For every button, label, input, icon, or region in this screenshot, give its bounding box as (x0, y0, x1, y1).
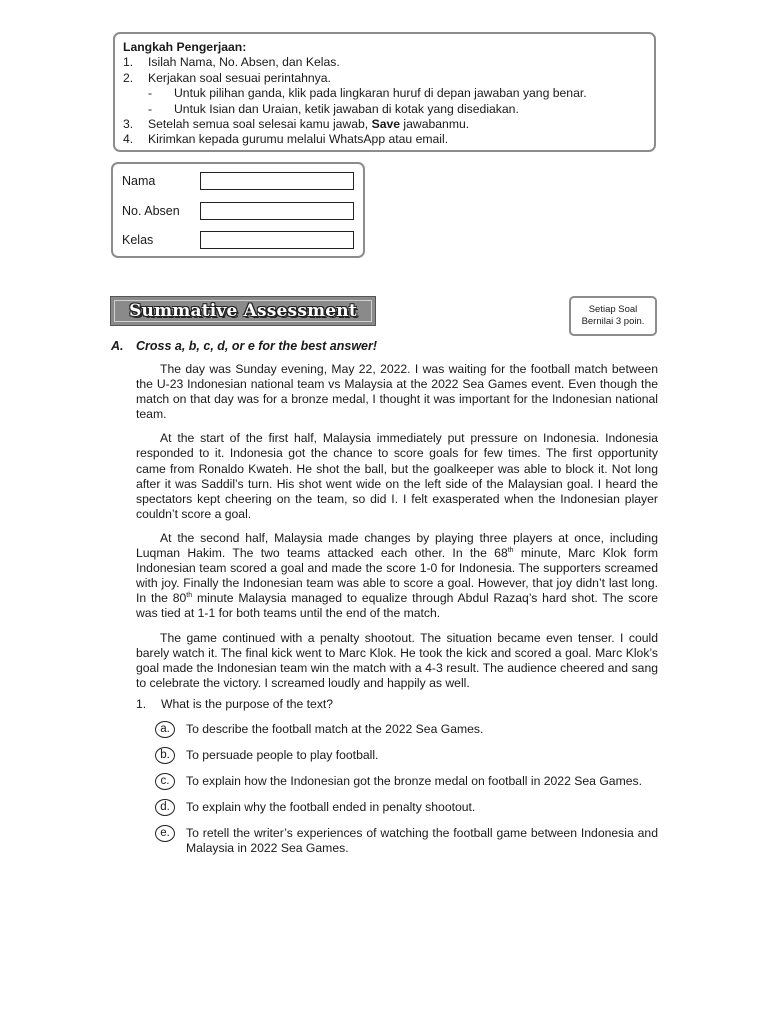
passage-paragraph-1: The day was Sunday evening, May 22, 2022. I was waiting for the football match between the U-23 Indonesian national team vs Malaysia at the 2022 Sea Games event. Even though the match on that day was for a bronze medal, I thought it was important for the Indonesian national team. (136, 362, 658, 422)
option-c-text: To explain how the Indonesian got the bronze medal on football in 2022 Sea Games. (186, 774, 642, 789)
option-a (136, 722, 658, 738)
absen-field[interactable] (200, 202, 354, 220)
substep-text: Untuk Isian dan Uraian, ketik jawaban di kotak yang disediakan. (174, 101, 519, 116)
section-letter: A. (111, 339, 124, 353)
question-text: What is the purpose of the text? (161, 697, 334, 711)
passage-paragraph-4: The game continued with a penalty shootout. The situation became even tenser. I could barely watch it. The final kick went to Marc Klok. He took the kick and scored a goal. Marc Klok’s goal made the Indonesian team win the match with a 4-3 result. The audience cheered and sang to celebrate the victory. I screamed loudly and happily as well. (136, 630, 658, 690)
identity-box (111, 162, 365, 258)
class-field[interactable] (200, 231, 354, 249)
ordinal-suffix: th (507, 546, 514, 554)
paragraph-3-part-c: minute Malaysia managed to equalize through Abdul Razaq’s hard shot. The score was tied at 1-1 for both teams until the end of the match. (136, 591, 658, 621)
option-c-circle[interactable]: c. (155, 773, 175, 790)
question-number: 1. (136, 697, 147, 711)
option-d (136, 800, 658, 816)
class-label: Kelas (122, 233, 154, 247)
step-text: Kirimkan kepada gurumu melalui WhatsApp atau email. (148, 132, 449, 147)
question-1-prompt (136, 697, 658, 712)
instruction-substep-2 (123, 102, 644, 117)
option-e (136, 826, 658, 856)
option-a-text: To describe the football match at the 2022 Sea Games. (186, 722, 484, 737)
passage-paragraph-2: At the start of the first half, Malaysia immediately put pressure on Indonesia. Indonesia responded to it. Indonesia got the chance to score goals for few times. The first opportunity came from Ronaldo Kwateh. He shot the ball, but the goalkeeper was able to block it. Not long after it was Saddil’s turn. His shot went wide on the left side of the Malaysian goal. I heard the spectators kept cheering on the team, so did I. I felt exasperated when the Indonesian player couldn’t score a goal. (136, 431, 658, 521)
absen-label: No. Absen (122, 204, 180, 218)
substep-dash: - (148, 101, 153, 116)
section-title (111, 339, 377, 353)
option-d-circle[interactable]: d. (155, 799, 175, 816)
absen-row (122, 202, 354, 220)
option-b-text: To persuade people to play football. (186, 748, 379, 763)
points-line-2: Bernilai 3 poin. (581, 316, 645, 327)
instruction-step-2 (123, 71, 644, 86)
paragraph-3-part-b: minute, Marc Klok form Indonesian team scored a goal and made the score 1-0 for Indonesia. The supporters screamed with joy. Finally the Indonesian team was able to score a goal. However, that joy didn’t last long. In the 80 (136, 546, 658, 606)
option-c (136, 774, 658, 790)
question-1 (136, 697, 658, 856)
step-text-after: jawabanmu. (400, 117, 470, 132)
paragraph-3-part-a: At the second half, Malaysia made changes by playing three players at once, including Luqman Hakim. The two teams attacked each other. In the 68 (136, 530, 658, 561)
step-text: Isilah Nama, No. Absen, dan Kelas. (148, 55, 340, 70)
passage-paragraph-3 (136, 531, 658, 622)
section-instruction: Cross a, b, c, d, or e for the best answer! (136, 339, 378, 353)
summative-banner (110, 296, 376, 326)
option-b (136, 748, 658, 764)
instruction-step-4 (123, 132, 644, 147)
option-b-circle[interactable]: b. (155, 747, 175, 764)
option-a-circle[interactable]: a. (155, 721, 175, 738)
step-text-bold: Save (371, 117, 401, 132)
name-row (122, 172, 354, 190)
instruction-step-1 (123, 55, 644, 70)
option-e-text: To retell the writer’s experiences of watching the football game between Indonesia and Malaysia in 2022 Sea Games. (186, 826, 658, 856)
banner-title: Summative Assessment (129, 301, 357, 321)
step-number: 1. (123, 55, 134, 70)
step-text: Kerjakan soal sesuai perintahnya. (148, 70, 331, 85)
instructions-box (113, 32, 656, 152)
points-box (569, 296, 657, 336)
step-number: 3. (123, 117, 134, 132)
option-e-circle[interactable]: e. (155, 825, 175, 842)
reading-passage (136, 362, 658, 700)
step-number: 2. (123, 70, 134, 85)
ordinal-suffix: th (186, 592, 193, 600)
substep-text: Untuk pilihan ganda, klik pada lingkaran huruf di depan jawaban yang benar. (174, 86, 587, 101)
points-line-1: Setiap Soal (588, 304, 638, 315)
step-text-before: Setelah semua soal selesai kamu jawab, (148, 117, 372, 132)
name-field[interactable] (200, 172, 354, 190)
substep-dash: - (148, 86, 153, 101)
step-number: 4. (123, 132, 134, 147)
instructions-title: Langkah Pengerjaan: (123, 40, 247, 54)
class-row (122, 231, 354, 249)
step-text (148, 117, 469, 132)
instruction-step-3 (123, 117, 644, 132)
name-label: Nama (122, 174, 156, 188)
instruction-substep-1 (123, 86, 644, 101)
option-d-text: To explain why the football ended in penalty shootout. (186, 800, 476, 815)
